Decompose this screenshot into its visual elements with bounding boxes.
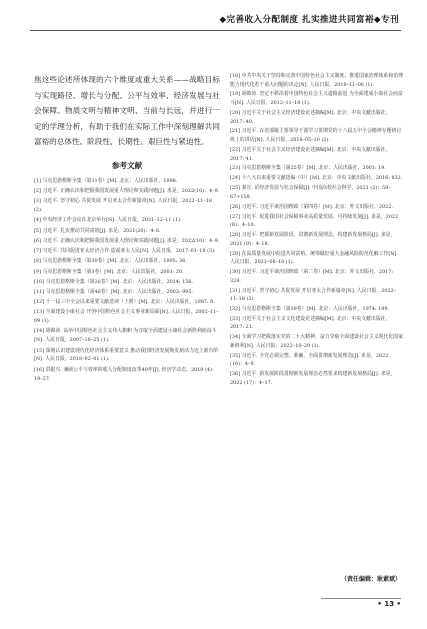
- reference-item: [15] 深刻认识建设现代化经济体系重要意义 推动我国经济发展焕发新活力迈上新台阶[N]. 人民日报，2018–02–01 (1).: [34, 347, 219, 363]
- running-header: ◆完善收入分配制度 扎实推进共同富裕◆专刊: [219, 15, 399, 25]
- header-rule: [30, 30, 401, 31]
- reference-item: [36] 习近平. 新发展阶段贯彻新发展理念必然要求构建新发展格局[J]. 求是，2022 (17)：4–17.: [230, 371, 396, 386]
- reference-item: [5] 习近平. 扎实推动共同富裕[J]. 求是，2021(20)：4–8.: [34, 227, 161, 234]
- reference-item: [8] 马克思恩格斯全集（第30卷）[M]. 北京：人民出版社，1995: 36.: [34, 258, 187, 265]
- reference-item: [16] 洪银兴. 兼顾公平与效率的收入分配制度改革40年[J]. 经济学动态，2018 (4)：19–27.: [34, 366, 217, 382]
- reference-item: [30] 习近平. 习近平谈治国理政（第二卷）[M]. 北京：外文出版社，2017: 324.: [230, 269, 393, 284]
- reference-item: [20] 习近平关于社会主义经济建设论述摘编[M]. 北京：中央文献出版社，2017: 40.: [230, 109, 391, 125]
- reference-item: [35] 习近平. 全党必须完整、准确、全面贯彻新发展理念[J]. 求是，2022 (16)：4–9.: [230, 352, 389, 368]
- reference-item: [6] 习近平. 正确认识和把握我国发展重大理论和实践问题[J]. 求是，2022(10)：4–9.: [34, 237, 220, 244]
- reference-item: [18] 中共中央关于坚持和完善中国特色社会主义制度、推进国家治理体系和治理能力现代化若干重大问题的决定[N]. 人民日报，2019–11–06 (1).: [230, 73, 403, 88]
- reference-item: [14] 胡锦涛. 高举中国特色社会主义伟大旗帜 为夺取全面建设小康社会新胜利而奋斗[N]. 人民日报，2007–10–25 (1).: [34, 328, 217, 344]
- reference-item: [33] 习近平关于社会主义文化建设论述摘编[M]. 北京：中央文献出版社，2017: 21.: [230, 315, 391, 331]
- reference-item: [21] 习近平. 在省部级主要领导干部学习贯彻党的十八届五中全会精神专题研讨班上的讲话[N]. 人民日报，2016–05–10 (2).: [230, 128, 402, 144]
- reference-item: [32] 马克思恩格斯全集（第39卷）[M]. 北京：人民出版社，1974: 199.: [230, 306, 389, 312]
- reference-item: [9] 马克思恩格斯全集（第3卷）[M]. 北京：人民出版社，2001: 20.: [34, 268, 184, 275]
- page-number: • 13 •: [377, 600, 401, 608]
- reference-item: [2] 习近平. 正确认识和把握我国发展重大理论和实践问题[J]. 求是，2022(10)：4–9.: [34, 188, 220, 195]
- reference-item: [31] 习近平. 坚守初心 共促发展 开启亚太合作新篇章[N]. 人民日报，2022–11–18 (2).: [230, 287, 397, 303]
- reference-list-right: [230, 72, 404, 388]
- references-heading: 参考文献: [111, 160, 143, 170]
- left-column: [34, 72, 220, 385]
- reference-item: [29] 在高质量发展中促进共同富裕，统筹做好重大金融风险防范化解工作[N]. 人民日报，2021–08–18 (1).: [230, 250, 398, 266]
- reference-item: [25] 秦宣. 论经济发展与社会保障[J]. 中国高校社会科学，2021 (2)：59–67+158.: [230, 185, 391, 200]
- reference-item: [27] 习近平. 促进我国社会保障事业高质量发展、可持续发展[J]. 求是，2022 (8)：4–10.: [230, 213, 399, 229]
- reference-list-left: [34, 177, 220, 383]
- reference-item: [10] 马克思恩格斯全集（第26卷）[M]. 北京：人民出版社，2014: 156.: [34, 278, 193, 285]
- reference-item: [26] 习近平. 习近平谈治国理政（第四卷）[M]. 北京：外文出版社，2022.: [230, 203, 393, 210]
- reference-item: [28] 习近平. 把握新发展阶段，贯彻新发展理念，构建新发展格局[J]. 求是，2021 (9)：4–18.: [230, 232, 396, 247]
- reference-item: [24] 十八大以来重要文献选编（中）[M]. 北京：中央文献出版社，2016: 832.: [230, 175, 403, 182]
- reference-item: [12] 十一届三中全会以来重要文献选读（上册）[M]. 北京：人民出版社，1987: 8.: [34, 299, 215, 306]
- reference-item: [23] 马克思恩格斯全集（第25卷）[M]. 北京：人民出版社，2001: 19.: [230, 165, 386, 172]
- reference-item: [22] 习近平关于社会主义经济建设论述摘编[M]. 北京：中央文献出版社，2017: 41.: [230, 146, 391, 162]
- reference-item: [34] 全面学习把握落实党的二十大精神，奋力夺取全面建设社会主义现代化国家新胜利[N]. 人民日报，2022–10–29 (1).: [230, 334, 403, 349]
- footer-rule: [321, 598, 401, 599]
- intro-paragraph: 焦这些论述所体现的六个维度或重大关系——战略目标与实现路径、增长与分配、公平与效率、经济发展与社会保障、物质文明与精神文明、当前与长远，并进行一定的学理分析，有助于我们在实际工作中深刻理解共同富裕的总体性、阶段性、长期性、艰巨性与紧迫性。: [34, 75, 220, 147]
- reference-item: [1] 马克思恩格斯全集（第31卷）[M]. 北京：人民出版社，1998.: [34, 177, 178, 184]
- reference-item: [19] 胡锦涛. 坚定不移沿着中国特色社会主义道路前进 为全面建成小康社会而奋斗[N]. 人民日报，2012–11–18 (1).: [230, 91, 403, 107]
- reference-item: [4] 中央经济工作会议在北京举行[N]. 人民日报，2021–12–11 (1).: [34, 217, 182, 224]
- responsible-editor: （责任编辑：耿素斌）: [340, 576, 401, 583]
- reference-item: [11] 马克思恩格斯全集（第46卷）[M]. 北京：人民出版社，2003: 995.: [34, 288, 193, 295]
- reference-item: [7] 习近平. 共同促进亚太经济合作 造福亚太人民[N]. 人民日报，2017–01–18 (3).: [34, 248, 216, 255]
- reference-item: [3] 习近平. 坚守初心 共促发展 开启亚太合作新篇章[N]. 人民日报，2022–11–18 (2).: [34, 198, 212, 214]
- reference-item: [13] 全面建设小康社会 开创中国特色社会主义事业新局面[N]. 人民日报，2002–11–09 (1).: [34, 309, 219, 325]
- right-column: [230, 72, 404, 389]
